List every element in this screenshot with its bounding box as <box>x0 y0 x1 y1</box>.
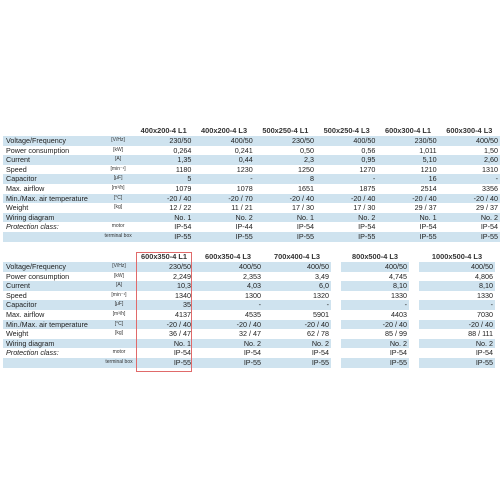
table-row <box>3 281 495 291</box>
model-header: 500x250-4 L1 <box>262 126 309 135</box>
row-value: IP-54 <box>311 348 329 358</box>
table-row <box>3 329 495 339</box>
row-value: 1250 <box>298 164 315 174</box>
row-value: IP-55 <box>419 358 495 368</box>
column-gap <box>409 339 419 349</box>
row-label: Capacitor <box>3 174 102 184</box>
row-label: Protection class: <box>6 222 59 232</box>
row-value: 5,10 <box>377 155 438 165</box>
row-value: 0,95 <box>316 155 377 165</box>
row-value: 3,49 <box>315 271 329 281</box>
row-value: 1210 <box>420 164 437 174</box>
column-gap <box>331 329 341 339</box>
row-value: 12 / 22 <box>169 203 192 213</box>
row-value: 400/50 <box>341 262 409 272</box>
row-label: Weight <box>6 329 29 339</box>
row-value: No. 1 <box>377 213 438 223</box>
table-row <box>3 300 495 310</box>
row-value: 400/50 <box>263 262 331 272</box>
row-value: 1079 <box>175 183 192 193</box>
column-gap <box>409 358 419 368</box>
row-value: IP-55 <box>263 358 331 368</box>
row-value: No. 1 <box>134 213 193 223</box>
row-value: - <box>263 300 331 310</box>
spec-table-2 <box>3 251 495 368</box>
row-value: 1875 <box>359 183 376 193</box>
column-gap <box>331 358 341 368</box>
row-value: 400/50 <box>439 136 500 146</box>
row-value: 5901 <box>313 309 329 319</box>
column-gap <box>331 310 341 320</box>
row-value: - <box>439 174 500 184</box>
row-value: 29 / 37 <box>414 203 437 213</box>
row-unit: terminal box <box>102 232 134 242</box>
column-gap <box>409 348 419 358</box>
row-value: 1320 <box>313 290 329 300</box>
row-value: 230/50 <box>134 136 193 146</box>
row-value: 400/50 <box>193 136 254 146</box>
row-unit <box>102 213 134 223</box>
table-row <box>3 203 500 213</box>
row-value: IP-54 <box>358 222 376 232</box>
table-1-header-row <box>3 125 500 136</box>
row-value: 29 / 37 <box>476 203 498 213</box>
row-value: - <box>316 174 377 184</box>
row-value: -20 / 40 <box>134 194 193 204</box>
row-label: Speed <box>6 290 27 300</box>
row-value: 2,249 <box>173 271 191 281</box>
row-value: IP-55 <box>193 358 263 368</box>
table-row <box>3 194 500 204</box>
column-gap <box>331 320 341 330</box>
row-label: Capacitor <box>3 300 103 310</box>
row-value: IP-55 <box>134 232 193 242</box>
row-value: 1078 <box>236 183 253 193</box>
model-header: 600x350-4 L3 <box>204 252 252 261</box>
row-unit: [A] <box>103 281 135 291</box>
row-value: 4,745 <box>389 271 407 281</box>
row-value: IP-55 <box>193 232 254 242</box>
row-label: Voltage/Frequency <box>3 136 102 146</box>
column-gap <box>409 291 419 301</box>
row-unit: terminal box <box>103 358 135 368</box>
row-value: 4535 <box>245 309 261 319</box>
row-value: No. 2 <box>263 339 331 349</box>
table-row <box>3 184 500 194</box>
row-unit <box>103 339 135 349</box>
row-value: 2514 <box>420 183 437 193</box>
table-row <box>3 339 495 349</box>
row-value: 6,0 <box>263 281 331 291</box>
row-value: 62 / 78 <box>307 329 329 339</box>
table-row <box>3 174 500 184</box>
row-value: No. 2 <box>341 339 409 349</box>
row-value: -20 / 40 <box>255 194 316 204</box>
row-value: 230/50 <box>135 262 193 272</box>
row-value: 4,03 <box>193 281 263 291</box>
row-value: 35 <box>135 300 193 310</box>
row-value: 0,56 <box>361 145 376 155</box>
row-value: -20 / 40 <box>316 194 377 204</box>
table-row <box>3 320 495 330</box>
row-value: 8,10 <box>419 281 495 291</box>
row-unit: [kW] <box>114 272 124 279</box>
row-unit: [min⁻¹] <box>111 291 127 298</box>
table-row <box>3 165 500 175</box>
row-label: Current <box>3 281 103 291</box>
row-value: 400/50 <box>193 262 263 272</box>
table-row <box>3 348 495 358</box>
row-value: -20 / 40 <box>439 194 500 204</box>
row-unit: [V/Hz] <box>103 262 135 272</box>
row-value: 85 / 99 <box>385 329 407 339</box>
row-unit: [kW] <box>113 146 124 153</box>
row-value: IP-44 <box>235 222 253 232</box>
row-value: 1270 <box>359 164 376 174</box>
row-label: Current <box>3 155 102 165</box>
row-value: 1230 <box>236 164 253 174</box>
row-value: No. 1 <box>135 339 193 349</box>
column-gap <box>331 348 341 358</box>
row-unit: [kg] <box>114 330 124 337</box>
row-value: 8 <box>255 174 316 184</box>
table-row <box>3 146 500 156</box>
model-header: 500x250-4 L3 <box>323 126 370 135</box>
row-value: 0,264 <box>173 145 192 155</box>
row-value: 2,60 <box>439 155 500 165</box>
row-value: 2,3 <box>255 155 316 165</box>
row-unit: [μF] <box>103 300 135 310</box>
table-row <box>3 213 500 223</box>
row-value: IP-55 <box>316 232 377 242</box>
column-gap <box>409 300 419 310</box>
row-value: - <box>419 300 495 310</box>
row-label: Max. airflow <box>6 309 45 319</box>
row-value: 0,50 <box>300 145 315 155</box>
row-value: 16 <box>377 174 438 184</box>
row-value: - <box>341 300 409 310</box>
row-unit: motor <box>111 223 125 230</box>
row-value: - <box>193 174 254 184</box>
row-value: No. 2 <box>439 213 500 223</box>
column-gap <box>331 272 341 282</box>
row-unit: [μF] <box>102 174 134 184</box>
row-value: 17 / 30 <box>292 203 315 213</box>
row-label: Wiring diagram <box>3 213 102 223</box>
column-gap <box>409 329 419 339</box>
row-value: IP-54 <box>480 222 498 232</box>
column-gap <box>409 320 419 330</box>
row-value: IP-54 <box>419 222 437 232</box>
row-value: IP-55 <box>341 358 409 368</box>
row-label: Min./Max. air temperature <box>3 320 103 330</box>
column-gap <box>409 262 419 272</box>
row-label: Power consumption <box>6 271 70 281</box>
column-gap <box>409 281 419 291</box>
row-value: No. 2 <box>419 339 495 349</box>
row-value: 17 / 30 <box>353 203 376 213</box>
row-value: 3356 <box>482 183 498 193</box>
row-unit: [°C] <box>103 320 135 330</box>
row-value: IP-54 <box>174 222 192 232</box>
row-unit: [°C] <box>102 194 134 204</box>
column-gap <box>331 281 341 291</box>
row-value: IP-55 <box>135 358 193 368</box>
model-header: 400x200-4 L1 <box>140 126 187 135</box>
row-value: 5 <box>134 174 193 184</box>
row-label: Voltage/Frequency <box>3 262 103 272</box>
row-label: Weight <box>6 203 29 213</box>
model-header: 600x300-4 L1 <box>384 126 431 135</box>
column-gap <box>331 339 341 349</box>
row-label: Min./Max. air temperature <box>3 194 102 204</box>
row-unit: motor <box>112 349 126 356</box>
table-row <box>3 222 500 232</box>
model-header: 400x200-4 L3 <box>201 126 248 135</box>
model-header: 700x400-4 L3 <box>273 252 321 261</box>
model-header: 600x300-4 L3 <box>446 126 493 135</box>
row-value: -20 / 40 <box>263 320 331 330</box>
row-value: 1,011 <box>419 145 437 155</box>
row-value: 0,44 <box>193 155 254 165</box>
table-row <box>3 291 495 301</box>
column-gap <box>331 262 341 272</box>
row-value: No. 2 <box>193 339 263 349</box>
column-gap <box>331 300 341 310</box>
row-value: 36 / 47 <box>169 329 191 339</box>
row-value: 1340 <box>175 290 191 300</box>
row-value: - <box>193 300 263 310</box>
row-unit: [A] <box>102 155 134 165</box>
row-value: IP-54 <box>173 348 191 358</box>
model-header: 800x500-4 L3 <box>351 252 399 261</box>
row-value: 230/50 <box>377 136 438 146</box>
table-row <box>3 272 495 282</box>
row-unit: [V/Hz] <box>102 136 134 146</box>
model-header: 600x350-4 L1 <box>140 252 188 261</box>
row-label: Wiring diagram <box>3 339 103 349</box>
row-value: 4,806 <box>475 271 493 281</box>
row-value: -20 / 70 <box>193 194 254 204</box>
row-value: IP-54 <box>296 222 315 232</box>
table-row <box>3 262 495 272</box>
table-row <box>3 136 500 146</box>
row-value: 8,10 <box>341 281 409 291</box>
row-value: 0,241 <box>234 145 253 155</box>
row-value: 230/50 <box>255 136 316 146</box>
row-value: -20 / 40 <box>193 320 263 330</box>
row-value: 2,353 <box>243 271 261 281</box>
row-value: -20 / 40 <box>135 320 193 330</box>
column-gap <box>331 291 341 301</box>
row-value: No. 2 <box>193 213 254 223</box>
row-value: 11 / 21 <box>231 203 253 213</box>
row-value: 4403 <box>391 309 407 319</box>
row-unit: [min⁻¹] <box>110 165 126 172</box>
row-value: 1651 <box>298 183 315 193</box>
table-2-header-row <box>3 251 495 262</box>
spec-table-1 <box>3 125 500 242</box>
model-header: 1000x500-4 L3 <box>431 252 483 261</box>
row-value: IP-54 <box>389 348 407 358</box>
row-label: Protection class: <box>6 348 59 358</box>
row-label <box>3 358 103 368</box>
row-value: -20 / 40 <box>419 320 495 330</box>
row-value: -20 / 40 <box>377 194 438 204</box>
row-value: No. 1 <box>255 213 316 223</box>
table-row <box>3 358 495 368</box>
row-value: IP-55 <box>377 232 438 242</box>
row-value: 1330 <box>391 290 407 300</box>
row-value: -20 / 40 <box>341 320 409 330</box>
row-value: 88 / 111 <box>468 329 493 339</box>
row-value: 1,35 <box>134 155 193 165</box>
row-value: 400/50 <box>419 262 495 272</box>
row-label: Power consumption <box>6 145 70 155</box>
row-value: IP-55 <box>439 232 500 242</box>
row-value: IP-54 <box>475 348 493 358</box>
row-value: 4137 <box>175 309 191 319</box>
column-gap <box>409 310 419 320</box>
row-value: 1330 <box>477 290 493 300</box>
row-label: Max. airflow <box>6 183 45 193</box>
row-value: 1300 <box>245 290 261 300</box>
row-unit: [kg] <box>114 204 123 211</box>
table-row <box>3 232 500 242</box>
row-value: 10,3 <box>135 281 193 291</box>
row-value: IP-55 <box>255 232 316 242</box>
row-value: 32 / 47 <box>239 329 261 339</box>
row-value: 1,50 <box>484 145 498 155</box>
table-row <box>3 155 500 165</box>
row-unit: [m³/h] <box>111 184 125 191</box>
row-value: IP-54 <box>243 348 261 358</box>
table-row <box>3 310 495 320</box>
row-label <box>3 232 102 242</box>
row-unit: [m³/h] <box>112 310 126 317</box>
row-value: 1180 <box>175 164 192 174</box>
row-value: 7030 <box>477 309 493 319</box>
row-value: 1310 <box>482 164 498 174</box>
row-value: No. 2 <box>316 213 377 223</box>
row-value: 400/50 <box>316 136 377 146</box>
row-label: Speed <box>6 164 27 174</box>
column-gap <box>409 272 419 282</box>
